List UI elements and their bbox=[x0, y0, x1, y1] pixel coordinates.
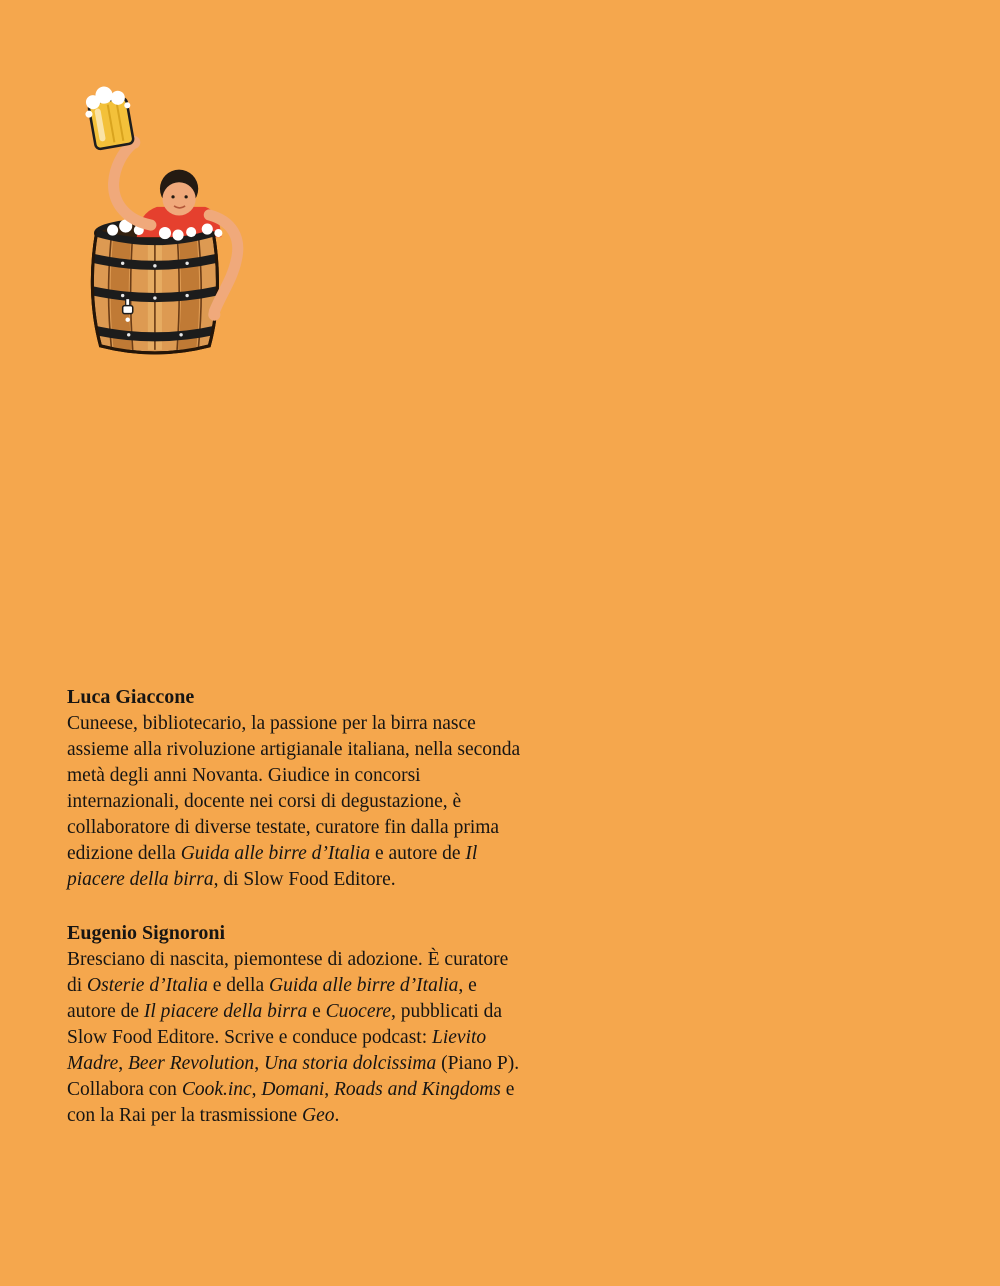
bio-heading: Luca Giaccone bbox=[67, 686, 195, 708]
bio-paragraph: Bresciano di nascita, piemontese di adozione. È curatore di Osterie d’Italia e della Guida alle birre d’Italia, e autore de Il piacere della birra e Cuocere, pubblicati da Slow Food Editore. Scrive e conduce podcast: Lievito Madre, Beer Revolution, Una storia dolcissima (Piano P). Collabora con Cook.inc, Domani, Roads and Kingdoms e con la Rai per la trasmissione Geo. bbox=[67, 949, 520, 1126]
head bbox=[160, 170, 198, 216]
bio-eugenio-signoroni bbox=[67, 920, 523, 1129]
bio-luca-giaccone bbox=[67, 684, 523, 893]
bio-heading: Eugenio Signoroni bbox=[67, 922, 226, 944]
left-arm bbox=[114, 136, 151, 225]
beer-mug-icon bbox=[81, 82, 137, 150]
author-bios bbox=[67, 684, 523, 1156]
man-in-barrel-illustration bbox=[78, 82, 260, 362]
illustration-svg bbox=[78, 82, 260, 362]
bio-paragraph: Cuneese, bibliotecario, la passione per la birra nasce assieme alla rivoluzione artigianale italiana, nella seconda metà degli anni Novanta. Giudice in concorsi internazionali, docente nei corsi di degustazione, è collaboratore di diverse testate, curatore fin dalla prima edizione della Guida alle birre d’Italia e autore de Il piacere della birra, di Slow Food Editore. bbox=[67, 713, 521, 890]
